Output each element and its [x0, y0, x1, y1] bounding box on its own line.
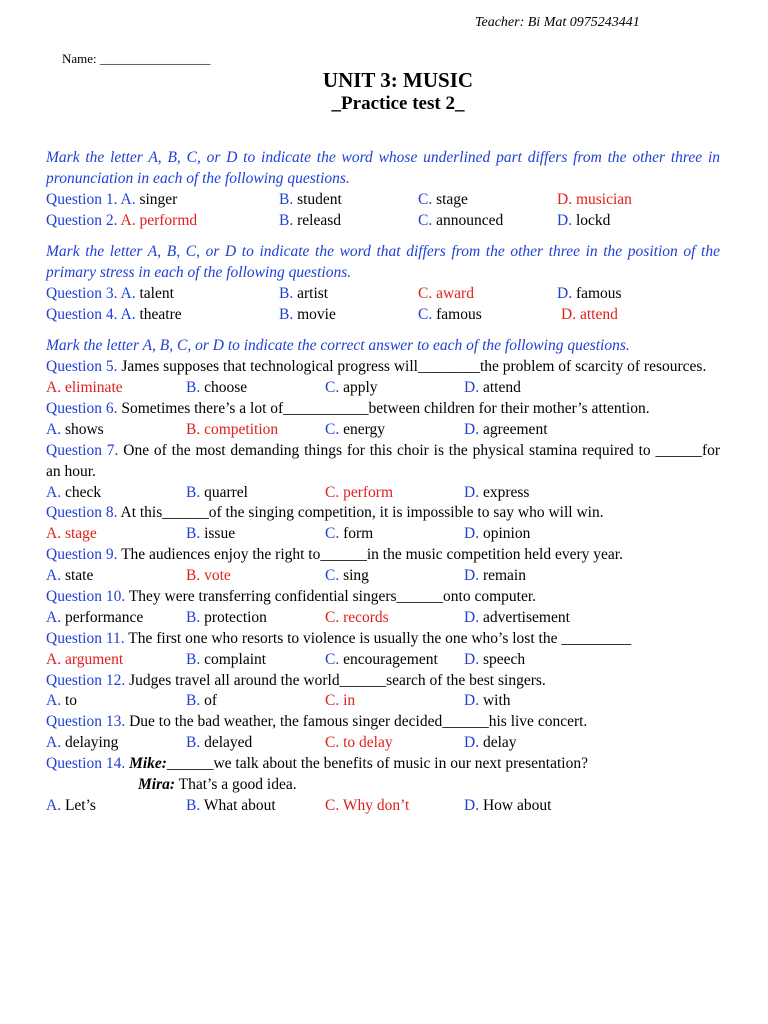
question-text: James supposes that technological progress will________the problem of scarcity of resources.: [121, 358, 707, 376]
option-a: singer: [139, 190, 178, 208]
question-text: Sometimes there’s a lot of___________between children for their mother’s attention.: [121, 399, 650, 417]
question-2: Question 2. A. performd B. releasd C. announced D. lockd: [46, 211, 611, 229]
option-a: theatre: [139, 305, 182, 323]
option-c: stage: [436, 190, 468, 208]
option-b: movie: [297, 305, 336, 323]
question-4: Question 4. A. theatre B. movie C. famous D. attend: [46, 305, 618, 323]
options-5: A. eliminate B. choose C. apply D. attend: [46, 379, 521, 396]
option-d: lockd: [575, 211, 611, 229]
option-a: to: [64, 692, 78, 710]
option-b: delayed: [204, 734, 253, 752]
teacher-credit: Teacher: Bi Mat 0975243441: [475, 15, 640, 30]
option-a: Let’s: [64, 796, 96, 814]
option-c: encouragement: [343, 650, 438, 668]
option-d: speech: [482, 650, 526, 668]
option-c-answer: Why don’t: [342, 796, 410, 814]
option-c: sing: [343, 567, 369, 585]
option-b: of: [204, 692, 218, 710]
option-d: remain: [482, 567, 526, 585]
option-b: artist: [297, 284, 329, 302]
question-text: Judges travel all around the world______search of the best singers.: [129, 671, 546, 689]
option-d-answer: musician: [575, 190, 632, 208]
name-field: Name: _________________: [62, 51, 211, 66]
question-text: The audiences enjoy the right to______in the music competition held every year.: [121, 546, 623, 564]
page-title: UNIT 3: MUSIC: [322, 68, 474, 92]
question-3: Question 3. A. talent B. artist C. award D. famous: [46, 284, 622, 302]
option-d: famous: [575, 284, 622, 302]
question-1: Question 1. A. singer B. student C. stage D. musician: [46, 190, 632, 208]
option-a-answer: stage: [64, 525, 97, 543]
question-14: Question 14. Mike:______we talk about the benefits of music in our next presentation?: [46, 755, 588, 773]
dialog-line: ______we talk about the benefits of music in our next presentation?: [166, 755, 588, 773]
options-6: A. shows B. competition C. energy D. agreement: [46, 420, 548, 438]
dialog-line: That’s a good idea.: [178, 776, 297, 794]
option-b: quarrel: [204, 483, 248, 501]
question-14-reply: [46, 775, 720, 796]
question-11: Question 11. The first one who resorts to violence is usually the one who’s lost the _________: [46, 629, 632, 647]
option-b: What about: [203, 796, 276, 814]
options-10: A. performance B. protection C. records D. advertisement: [46, 608, 570, 626]
option-c: apply: [343, 379, 378, 396]
option-a: performance: [64, 608, 144, 626]
instruction-stress: Mark the letter A, B, C, or D to indicate the word that differs from the other three in the position of the primary stress in each of the following questions.: [46, 243, 720, 281]
question-5: Question 5. James supposes that technological progress will________the problem of scarcity of resources.: [46, 358, 707, 376]
question-text: One of the most demanding things for this choir is the physical stamina required to ______for an hour.: [46, 441, 721, 480]
option-b: choose: [204, 379, 248, 396]
question-9: Question 9. The audiences enjoy the right to______in the music competition held every year.: [46, 546, 623, 564]
question-6: Question 6. Sometimes there’s a lot of___________between children for their mother’s attention.: [46, 399, 650, 417]
page-subtitle: _Practice test 2_: [331, 93, 465, 114]
worksheet-body: [46, 148, 720, 817]
option-a: state: [64, 567, 94, 585]
speaker-name: Mike:: [129, 755, 167, 773]
option-d: delay: [482, 734, 517, 752]
speaker-name: Mira:: [138, 776, 176, 794]
option-b: protection: [204, 608, 267, 626]
instruction-pronunciation: Mark the letter A, B, C, or D to indicate the word whose underlined part differs from the other three in pronunciation in each of the following questions.: [46, 149, 720, 187]
option-a: check: [64, 483, 102, 501]
option-c: energy: [343, 420, 385, 438]
options-14: A. Let’s B. What about C. Why don’t D. How about: [46, 796, 552, 814]
option-a-answer: argument: [64, 650, 124, 668]
option-c: form: [343, 525, 374, 543]
question-12: Question 12. Judges travel all around the world______search of the best singers.: [46, 671, 546, 689]
option-a-answer: performd: [139, 211, 198, 229]
question-text: Due to the bad weather, the famous singer decided______his live concert.: [129, 713, 588, 731]
instruction-mcq: Mark the letter A, B, C, or D to indicate the correct answer to each of the following questions.: [46, 337, 630, 355]
question-label: Question 3.: [46, 284, 118, 302]
question-text: They were transferring confidential singers______onto computer.: [128, 587, 537, 605]
option-d: with: [482, 692, 511, 710]
option-d: attend: [482, 379, 521, 396]
question-label: Question 2.: [46, 211, 118, 229]
options-12: A. to B. of C. in D. with: [46, 692, 511, 710]
options-11: A. argument B. complaint C. encouragement D. speech: [46, 650, 526, 668]
option-a: talent: [139, 284, 174, 302]
option-d: agreement: [482, 420, 548, 438]
option-a: delaying: [64, 734, 119, 752]
option-d-answer: attend: [579, 305, 618, 323]
option-b-answer: vote: [204, 567, 231, 585]
option-b: issue: [204, 525, 236, 543]
question-label: Question 4.: [46, 305, 118, 323]
option-c-answer: in: [343, 692, 356, 710]
question-text: The first one who resorts to violence is usually the one who’s lost the _________: [128, 629, 632, 647]
option-c-answer: award: [436, 284, 474, 302]
options-7: A. check B. quarrel C. perform D. express: [46, 483, 530, 501]
option-b: complaint: [204, 650, 267, 668]
option-c: famous: [436, 305, 482, 323]
question-text: At this______of the singing competition, it is impossible to say who will win.: [120, 504, 604, 522]
options-8: A. stage B. issue C. form D. opinion: [46, 525, 531, 543]
question-10: Question 10. They were transferring confidential singers______onto computer.: [46, 587, 537, 605]
option-b: releasd: [297, 211, 341, 229]
option-d: How about: [482, 796, 552, 814]
option-d: express: [482, 483, 530, 501]
option-c-answer: perform: [343, 483, 394, 501]
options-9: A. state B. vote C. sing D. remain: [46, 567, 526, 585]
option-b-answer: competition: [204, 420, 279, 438]
question-label: Question 1.: [46, 190, 118, 208]
question-7: Question 7. One of the most demanding things for this choir is the physical stamina required to ______for an hour.: [46, 441, 721, 480]
question-8: Question 8. At this______of the singing competition, it is impossible to say who will win.: [46, 504, 604, 522]
question-13: Question 13. Due to the bad weather, the famous singer decided______his live concert.: [46, 713, 588, 731]
options-13: A. delaying B. delayed C. to delay D. delay: [46, 734, 517, 752]
option-c-answer: to delay: [343, 734, 393, 752]
option-a: shows: [64, 420, 104, 438]
option-c: announced: [436, 211, 504, 229]
option-b: student: [297, 190, 342, 208]
option-d: advertisement: [482, 608, 570, 626]
option-c-answer: records: [343, 608, 389, 626]
option-d: opinion: [482, 525, 531, 543]
option-a-answer: eliminate: [64, 379, 123, 396]
